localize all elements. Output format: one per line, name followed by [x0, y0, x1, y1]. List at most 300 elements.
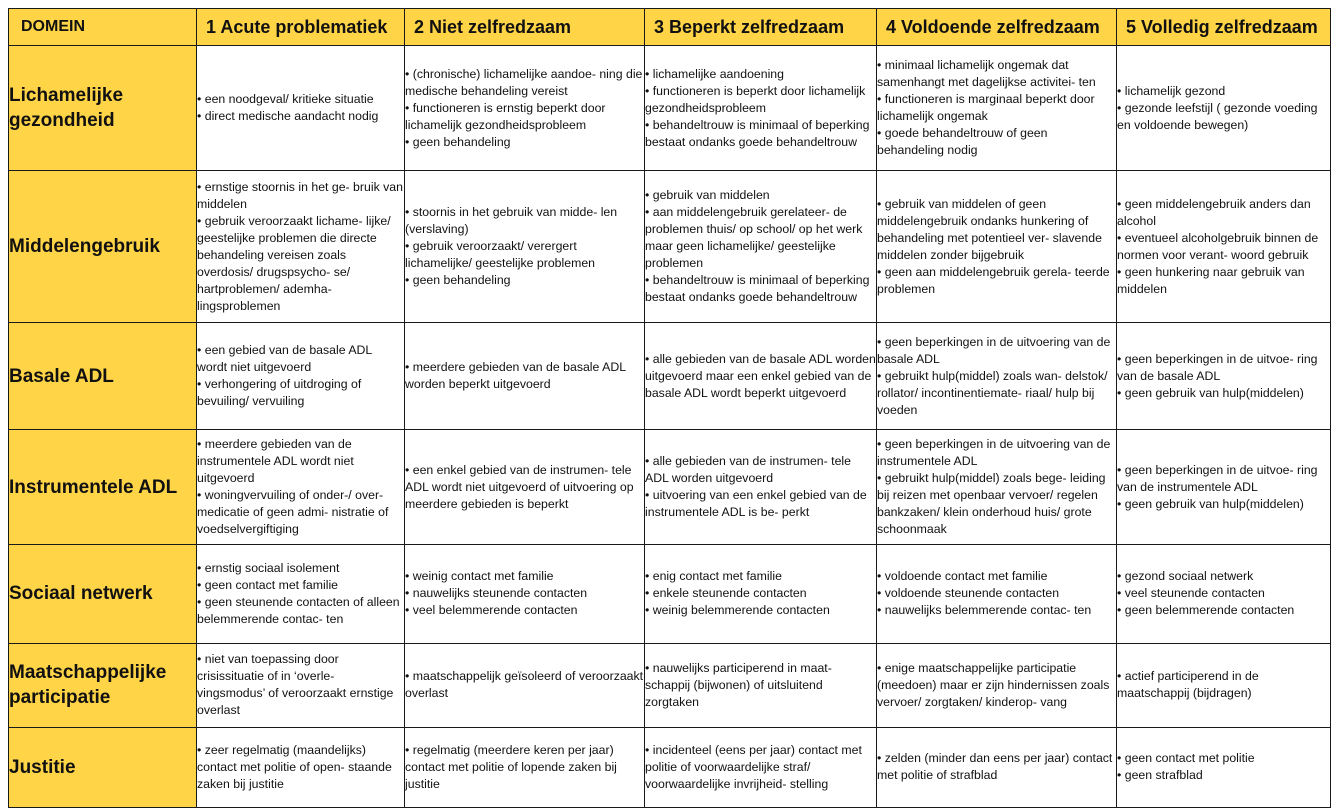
level-1-cell: [197, 545, 405, 644]
criteria-text: geen behandeling: [412, 134, 511, 149]
level-3-cell: [645, 430, 877, 545]
criteria-text: gebruik van middelen: [652, 188, 770, 203]
bullet-icon: •: [405, 462, 413, 477]
bullet-icon: •: [405, 569, 413, 584]
criteria-item: [197, 577, 404, 594]
criteria-text: gebruik veroorzaakt/ verergert lichamelijke/ geestelijke problemen: [405, 239, 596, 271]
criteria-list: [1117, 351, 1330, 402]
criteria-item: [877, 568, 1116, 585]
criteria-list: [197, 179, 404, 315]
level-1-cell: [197, 643, 405, 727]
criteria-item: [877, 368, 1116, 419]
criteria-item: [197, 487, 404, 538]
criteria-text: geen beperkingen in de uitvoe- ring van de basale ADL: [1117, 351, 1318, 383]
criteria-text: geen belemmerende contacten: [1124, 603, 1295, 618]
criteria-list: [877, 196, 1116, 298]
level-5-cell: [1117, 643, 1331, 727]
bullet-icon: •: [405, 239, 413, 254]
bullet-icon: •: [645, 454, 653, 469]
level-5-cell: [1117, 545, 1331, 644]
criteria-text: geen contact met familie: [204, 577, 339, 592]
bullet-icon: •: [877, 196, 885, 211]
table-row: [9, 545, 1331, 644]
matrix-body: [9, 46, 1331, 808]
criteria-text: actief participerend in de maatschappij (bijdragen): [1117, 669, 1259, 701]
table-row: [9, 643, 1331, 727]
table-row: [9, 323, 1331, 430]
header-level-5: 5 Volledig zelfredzaam: [1117, 9, 1331, 46]
level-1-cell: [197, 46, 405, 171]
bullet-icon: •: [197, 577, 205, 592]
bullet-icon: •: [1117, 351, 1125, 366]
criteria-item: [197, 342, 404, 376]
level-4-cell: [877, 171, 1117, 323]
criteria-item: [1117, 351, 1330, 385]
criteria-list: [877, 660, 1116, 711]
criteria-item: [405, 462, 644, 513]
level-3-cell: [645, 545, 877, 644]
bullet-icon: •: [197, 437, 205, 452]
level-5-cell: [1117, 46, 1331, 171]
bullet-icon: •: [197, 652, 205, 667]
level-1-cell: [197, 430, 405, 545]
bullet-icon: •: [645, 603, 653, 618]
criteria-item: [645, 272, 876, 306]
level-4-cell: [877, 727, 1117, 807]
level-4-cell: [877, 46, 1117, 171]
criteria-list: [645, 453, 876, 521]
criteria-item: [197, 179, 404, 213]
bullet-icon: •: [877, 264, 885, 279]
level-2-cell: [405, 727, 645, 807]
criteria-item: [645, 83, 876, 117]
criteria-text: alle gebieden van de basale ADL worden uitgevoerd maar een enkel gebied van de basale ADL wordt beperkt uitgevoerd: [645, 351, 876, 400]
criteria-item: [645, 66, 876, 83]
criteria-text: enig contact met familie: [652, 569, 782, 584]
bullet-icon: •: [1117, 586, 1125, 601]
bullet-icon: •: [645, 188, 653, 203]
criteria-text: veel belemmerende contacten: [412, 603, 578, 618]
criteria-text: meerdere gebieden van de instrumentele ADL wordt niet uitgevoerd: [197, 437, 354, 486]
criteria-text: nauwelijks belemmerende contac- ten: [884, 603, 1092, 618]
level-3-cell: [645, 727, 877, 807]
criteria-text: gezonde leefstijl ( gezonde voeding en voldoende bewegen): [1117, 100, 1318, 132]
criteria-item: [197, 376, 404, 410]
criteria-text: geen strafblad: [1124, 768, 1203, 783]
criteria-text: gebruik van middelen of geen middelengebruik ondanks hunkering of behandeling met potentieel ver- slavende middelen zonder bijgebruik: [877, 196, 1102, 262]
criteria-item: [645, 487, 876, 521]
criteria-item: [197, 742, 404, 793]
level-1-cell: [197, 727, 405, 807]
bullet-icon: •: [645, 660, 653, 675]
table-row: [9, 430, 1331, 545]
criteria-list: [1117, 568, 1330, 619]
bullet-icon: •: [645, 569, 653, 584]
criteria-list: [197, 651, 404, 719]
bullet-icon: •: [645, 273, 653, 288]
criteria-text: gebruik veroorzaakt lichame- lijke/ geestelijke problemen die directe behandeling vereisen zoals overdosis/ drugspsycho- se/ hartproblemen/ ademha- lingsproblemen: [197, 213, 391, 313]
criteria-item: [645, 568, 876, 585]
level-3-cell: [645, 46, 877, 171]
criteria-item: [405, 742, 644, 793]
criteria-list: [645, 660, 876, 711]
criteria-text: gebruikt hulp(middel) zoals bege- leiding bij reizen met openbaar vervoer/ regelen bankzaken/ klein onderhoud huis/ grote schoonmaak: [877, 471, 1106, 537]
criteria-item: [645, 187, 876, 204]
criteria-list: [645, 187, 876, 306]
bullet-icon: •: [405, 360, 413, 375]
domain-label: Maatschappelijke participatie: [9, 643, 197, 727]
criteria-text: voldoende contact met familie: [884, 569, 1048, 584]
bullet-icon: •: [645, 83, 653, 98]
criteria-text: alle gebieden van de instrumen- tele ADL worden uitgevoerd: [645, 454, 851, 486]
criteria-text: een noodgeval/ kritieke situatie: [204, 92, 374, 107]
criteria-list: [645, 66, 876, 151]
bullet-icon: •: [197, 179, 205, 194]
criteria-list: [1117, 83, 1330, 134]
bullet-icon: •: [1117, 100, 1125, 115]
criteria-text: maatschappelijk geïsoleerd of veroorzaakt overlast: [405, 669, 644, 701]
criteria-text: behandeltrouw is minimaal of beperking bestaat ondanks goede behandeltrouw: [645, 117, 870, 149]
criteria-list: [405, 742, 644, 793]
criteria-list: [1117, 750, 1330, 784]
criteria-list: [645, 742, 876, 793]
criteria-item: [405, 602, 644, 619]
criteria-item: [877, 334, 1116, 368]
criteria-text: niet van toepassing door crisissituatie of in ‘overle- vingsmodus’ of veroorzaakt ernstige overlast: [197, 652, 394, 718]
criteria-text: geen hunkering naar gebruik van middelen: [1117, 264, 1305, 296]
header-level-4: 4 Voldoende zelfredzaam: [877, 9, 1117, 46]
criteria-item: [645, 351, 876, 402]
bullet-icon: •: [405, 669, 413, 684]
bullet-icon: •: [1117, 751, 1125, 766]
bullet-icon: •: [877, 58, 885, 73]
criteria-text: minimaal lichamelijk ongemak dat samenhangt met dagelijkse activitei- ten: [877, 58, 1096, 90]
bullet-icon: •: [1117, 569, 1125, 584]
bullet-icon: •: [645, 205, 653, 220]
criteria-text: een gebied van de basale ADL wordt niet uitgevoerd: [197, 343, 372, 375]
criteria-item: [1117, 196, 1330, 230]
criteria-text: geen steunende contacten of alleen belemmerende contac- ten: [197, 594, 400, 626]
criteria-text: weinig contact met familie: [412, 569, 554, 584]
criteria-list: [877, 568, 1116, 619]
criteria-item: [1117, 230, 1330, 264]
criteria-text: functioneren is ernstig beperkt door lichamelijk gezondheidsprobleem: [405, 100, 606, 132]
criteria-list: [405, 462, 644, 513]
bullet-icon: •: [1117, 230, 1125, 245]
criteria-list: [197, 742, 404, 793]
bullet-icon: •: [877, 569, 885, 584]
level-5-cell: [1117, 171, 1331, 323]
domain-label: Basale ADL: [9, 323, 197, 430]
criteria-text: meerdere gebieden van de basale ADL worden beperkt uitgevoerd: [405, 360, 626, 392]
level-2-cell: [405, 545, 645, 644]
criteria-item: [645, 204, 876, 272]
criteria-text: gebruikt hulp(middel) zoals wan- delstok/ rollator/ incontinentiemate- riaal/ hulp bij voeden: [877, 368, 1108, 417]
criteria-text: verhongering of uitdroging of bevuiling/ vervuiling: [197, 377, 362, 409]
criteria-list: [877, 57, 1116, 159]
criteria-text: geen beperkingen in de uitvoe- ring van de instrumentele ADL: [1117, 462, 1318, 494]
criteria-text: veel steunende contacten: [1124, 586, 1265, 601]
criteria-list: [197, 436, 404, 538]
criteria-text: geen gebruik van hulp(middelen): [1124, 385, 1304, 400]
level-4-cell: [877, 545, 1117, 644]
criteria-list: [877, 436, 1116, 538]
criteria-item: [645, 117, 876, 151]
level-3-cell: [645, 171, 877, 323]
criteria-text: stoornis in het gebruik van midde- len (verslaving): [405, 205, 618, 237]
criteria-item: [645, 742, 876, 793]
criteria-item: [1117, 668, 1330, 702]
criteria-item: [877, 264, 1116, 298]
criteria-text: lichamelijk gezond: [1124, 83, 1226, 98]
criteria-item: [877, 750, 1116, 784]
header-domain: DOMEIN: [9, 9, 197, 46]
criteria-item: [1117, 264, 1330, 298]
criteria-text: geen contact met politie: [1124, 751, 1255, 766]
criteria-item: [1117, 83, 1330, 100]
criteria-item: [1117, 568, 1330, 585]
bullet-icon: •: [1117, 603, 1125, 618]
bullet-icon: •: [197, 213, 205, 228]
bullet-icon: •: [1117, 669, 1125, 684]
criteria-item: [405, 359, 644, 393]
criteria-text: lichamelijke aandoening: [652, 66, 784, 81]
level-1-cell: [197, 323, 405, 430]
criteria-text: gezond sociaal netwerk: [1124, 569, 1254, 584]
level-4-cell: [877, 430, 1117, 545]
criteria-text: enkele steunende contacten: [652, 586, 807, 601]
criteria-text: woningvervuiling of onder-/ over-medicatie of geen admi- nistratie of voedselvergiftiging: [197, 488, 389, 537]
bullet-icon: •: [1117, 264, 1125, 279]
bullet-icon: •: [645, 117, 653, 132]
criteria-item: [645, 453, 876, 487]
criteria-item: [645, 660, 876, 711]
bullet-icon: •: [405, 603, 413, 618]
criteria-text: weinig belemmerende contacten: [652, 603, 830, 618]
criteria-text: goede behandeltrouw of geen behandeling nodig: [877, 126, 1048, 158]
criteria-item: [1117, 750, 1330, 767]
bullet-icon: •: [405, 205, 413, 220]
bullet-icon: •: [877, 92, 885, 107]
criteria-item: [645, 602, 876, 619]
criteria-list: [197, 91, 404, 125]
criteria-list: [1117, 668, 1330, 702]
criteria-text: een enkel gebied van de instrumen- tele ADL wordt niet uitgevoerd of uitvoering op meerdere gebieden is beperkt: [405, 462, 634, 511]
criteria-item: [877, 57, 1116, 91]
criteria-text: geen aan middelengebruik gerela- teerde problemen: [877, 264, 1110, 296]
criteria-list: [197, 560, 404, 628]
bullet-icon: •: [197, 92, 205, 107]
criteria-text: geen behandeling: [412, 273, 511, 288]
criteria-item: [197, 594, 404, 628]
bullet-icon: •: [877, 660, 885, 675]
level-2-cell: [405, 430, 645, 545]
bullet-icon: •: [197, 377, 205, 392]
criteria-item: [1117, 385, 1330, 402]
bullet-icon: •: [197, 594, 205, 609]
bullet-icon: •: [877, 586, 885, 601]
bullet-icon: •: [197, 488, 205, 503]
bullet-icon: •: [645, 742, 653, 757]
bullet-icon: •: [1117, 768, 1125, 783]
criteria-text: geen gebruik van hulp(middelen): [1124, 496, 1304, 511]
criteria-item: [645, 585, 876, 602]
criteria-item: [197, 213, 404, 315]
bullet-icon: •: [405, 100, 413, 115]
criteria-item: [405, 134, 644, 151]
bullet-icon: •: [877, 471, 885, 486]
criteria-item: [1117, 585, 1330, 602]
bullet-icon: •: [877, 334, 885, 349]
bullet-icon: •: [405, 273, 413, 288]
criteria-text: zeer regelmatig (maandelijks) contact met politie of open- staande zaken bij justitie: [197, 742, 392, 791]
criteria-item: [877, 660, 1116, 711]
bullet-icon: •: [197, 109, 205, 124]
criteria-list: [1117, 196, 1330, 298]
level-4-cell: [877, 643, 1117, 727]
level-5-cell: [1117, 727, 1331, 807]
criteria-item: [1117, 602, 1330, 619]
domain-label: Lichamelijke gezondheid: [9, 46, 197, 171]
level-5-cell: [1117, 323, 1331, 430]
table-row: [9, 727, 1331, 807]
criteria-item: [405, 668, 644, 702]
criteria-text: geen middelengebruik anders dan alcohol: [1117, 196, 1311, 228]
criteria-item: [877, 125, 1116, 159]
criteria-item: [877, 436, 1116, 470]
level-2-cell: [405, 323, 645, 430]
criteria-list: [197, 342, 404, 410]
bullet-icon: •: [877, 126, 885, 141]
criteria-text: geen beperkingen in de uitvoering van de basale ADL: [877, 334, 1111, 366]
level-2-cell: [405, 46, 645, 171]
criteria-item: [197, 108, 404, 125]
bullet-icon: •: [405, 742, 413, 757]
criteria-text: (chronische) lichamelijke aandoe- ning die medische behandeling vereist: [405, 66, 643, 98]
criteria-item: [877, 585, 1116, 602]
criteria-list: [877, 334, 1116, 419]
criteria-item: [405, 568, 644, 585]
criteria-text: nauwelijks participerend in maat- schappij (bijwonen) of uitsluitend zorgtaken: [645, 660, 832, 709]
criteria-item: [877, 196, 1116, 264]
criteria-item: [405, 585, 644, 602]
criteria-text: nauwelijks steunende contacten: [412, 586, 588, 601]
criteria-item: [405, 66, 644, 100]
bullet-icon: •: [197, 742, 205, 757]
criteria-item: [1117, 767, 1330, 784]
criteria-item: [1117, 100, 1330, 134]
bullet-icon: •: [645, 66, 653, 81]
criteria-text: behandeltrouw is minimaal of beperking bestaat ondanks goede behandeltrouw: [645, 273, 870, 305]
bullet-icon: •: [645, 488, 653, 503]
criteria-text: ernstige stoornis in het ge- bruik van middelen: [197, 179, 403, 211]
criteria-text: eventueel alcoholgebruik binnen de normen voor verant- woord gebruik: [1117, 230, 1319, 262]
bullet-icon: •: [197, 343, 205, 358]
level-5-cell: [1117, 430, 1331, 545]
criteria-list: [1117, 462, 1330, 513]
level-1-cell: [197, 171, 405, 323]
criteria-text: ernstig sociaal isolement: [204, 560, 340, 575]
bullet-icon: •: [1117, 83, 1125, 98]
criteria-text: direct medische aandacht nodig: [204, 109, 379, 124]
criteria-text: enige maatschappelijke participatie (meedoen) maar er zijn hindernissen zoals vervoer/ zorgtaken/ kinderop- vang: [877, 660, 1110, 709]
criteria-text: aan middelengebruik gerelateer- de problemen thuis/ op school/ op het werk maar geen lichamelijke/ geestelijke problemen: [645, 205, 863, 271]
criteria-item: [405, 204, 644, 238]
bullet-icon: •: [877, 751, 885, 766]
criteria-list: [405, 668, 644, 702]
bullet-icon: •: [405, 66, 413, 81]
domain-label: Instrumentele ADL: [9, 430, 197, 545]
criteria-item: [1117, 496, 1330, 513]
criteria-item: [405, 238, 644, 272]
bullet-icon: •: [405, 586, 413, 601]
bullet-icon: •: [405, 134, 413, 149]
bullet-icon: •: [645, 586, 653, 601]
level-2-cell: [405, 643, 645, 727]
criteria-item: [877, 602, 1116, 619]
header-row: [9, 9, 1331, 46]
bullet-icon: •: [1117, 496, 1125, 511]
header-level-2: 2 Niet zelfredzaam: [405, 9, 645, 46]
criteria-list: [405, 568, 644, 619]
criteria-list: [405, 66, 644, 151]
table-row: [9, 46, 1331, 171]
criteria-list: [877, 750, 1116, 784]
bullet-icon: •: [1117, 385, 1125, 400]
criteria-item: [405, 272, 644, 289]
bullet-icon: •: [645, 351, 653, 366]
zelfredzaamheid-matrix: [8, 8, 1331, 808]
criteria-text: regelmatig (meerdere keren per jaar) contact met politie of lopende zaken bij justitie: [405, 742, 617, 791]
header-level-3: 3 Beperkt zelfredzaam: [645, 9, 877, 46]
table-row: [9, 171, 1331, 323]
level-2-cell: [405, 171, 645, 323]
criteria-item: [1117, 462, 1330, 496]
criteria-text: geen beperkingen in de uitvoering van de instrumentele ADL: [877, 437, 1111, 469]
domain-label: Sociaal netwerk: [9, 545, 197, 644]
header-level-1: 1 Acute problematiek: [197, 9, 405, 46]
criteria-item: [197, 91, 404, 108]
bullet-icon: •: [1117, 462, 1125, 477]
criteria-item: [197, 560, 404, 577]
criteria-list: [405, 204, 644, 289]
domain-label: Justitie: [9, 727, 197, 807]
bullet-icon: •: [197, 560, 205, 575]
criteria-list: [645, 351, 876, 402]
criteria-text: incidenteel (eens per jaar) contact met politie of voorwaardelijke straf/ voorwaardelijke invrijheid- stelling: [645, 742, 862, 791]
criteria-item: [877, 91, 1116, 125]
criteria-list: [645, 568, 876, 619]
bullet-icon: •: [1117, 196, 1125, 211]
criteria-item: [197, 651, 404, 719]
criteria-text: uitvoering van een enkel gebied van de instrumentele ADL is be- perkt: [645, 488, 867, 520]
level-4-cell: [877, 323, 1117, 430]
bullet-icon: •: [877, 368, 885, 383]
criteria-text: zelden (minder dan eens per jaar) contact met politie of strafblad: [877, 751, 1113, 783]
criteria-text: functioneren is beperkt door lichamelijk gezondheidsprobleem: [645, 83, 866, 115]
criteria-item: [197, 436, 404, 487]
criteria-list: [405, 359, 644, 393]
domain-label: Middelengebruik: [9, 171, 197, 323]
criteria-text: functioneren is marginaal beperkt door lichamelijk ongemak: [877, 92, 1095, 124]
criteria-item: [405, 100, 644, 134]
criteria-item: [877, 470, 1116, 538]
criteria-text: voldoende steunende contacten: [884, 586, 1060, 601]
bullet-icon: •: [877, 603, 885, 618]
bullet-icon: •: [877, 437, 885, 452]
level-3-cell: [645, 643, 877, 727]
level-3-cell: [645, 323, 877, 430]
